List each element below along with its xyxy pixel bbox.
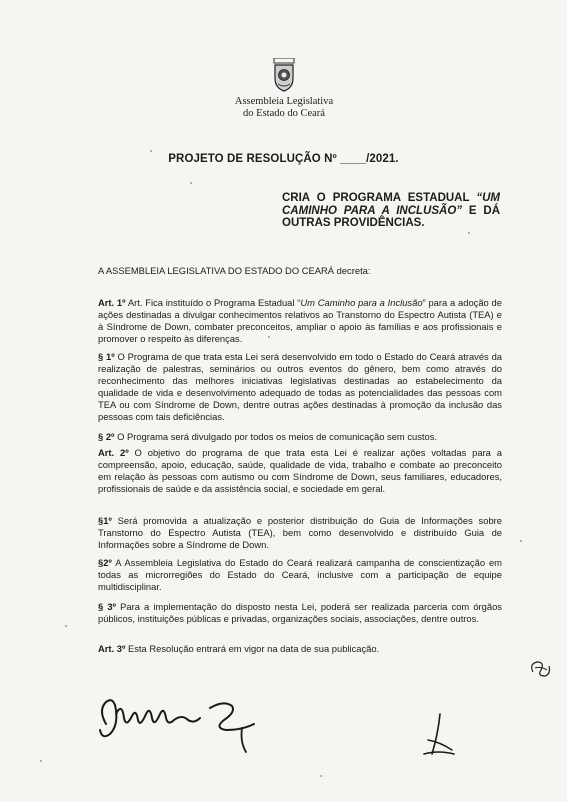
article-3 [98, 643, 502, 655]
article-label: Art. 3º [98, 643, 126, 654]
paragraph-label: §1º [98, 515, 112, 526]
scan-speck [150, 150, 152, 152]
article-2-paragraph-3 [98, 601, 502, 625]
article-1 [98, 297, 502, 345]
program-name-quoted: “UM CAMINHO PARA A INCLUSÃO” [282, 192, 500, 217]
state-coat-of-arms-icon [271, 58, 297, 92]
summary-text-end: E DÁ OUTRAS PROVIDÊNCIAS. [282, 204, 500, 229]
paragraph-text: A Assembleia Legislativa do Estado do Ceará realizará campanha de conscientização em todas as microrregiões do Estado do Ceará, inclusive com a participação de equipe multidisciplinar. [98, 557, 502, 592]
scan-speck [190, 182, 192, 184]
paragraph-label: § 2º [98, 431, 115, 442]
paragraph-text: O Programa de que trata esta Lei será desenvolvido em todo o Estado do Ceará através da realização de palestras, seminários ou outros eventos do gênero, bem como através do reconhecimento das melhores iniciativas legislativas destinadas ao estabelecimento da qualidade de vida e desenvolvimento adequado de todas as potencialidades das pessoas com TEA ou com Síndrome de Down, dentre outras ações destinadas à promoção da inclusão das pessoas com tais deficiências. [98, 351, 502, 422]
signature-mark [418, 710, 458, 760]
institution-name-line2: do Estado do Ceará [243, 108, 325, 119]
paragraph-label: § 1º [98, 351, 115, 362]
institution-name-line1: Assembleia Legislativa [234, 96, 334, 107]
scan-speck [65, 625, 67, 627]
margin-initials-mark [527, 658, 553, 680]
paragraph-text: Para a implementação do disposto nesta Lei, poderá ser realizada parceria com órgãos públicos, instituições públicas e privadas, organizações sociais, associações, dentre outros. [98, 601, 502, 624]
handwritten-signature [92, 684, 272, 758]
paragraph-text: O Programa será divulgado por todos os meios de comunicação sem custos. [114, 431, 438, 442]
article-text: O objetivo do programa de que trata esta Lei é realizar ações voltadas para a compreensão, apoio, educação, saúde, qualidade de vida, trabalho e combate ao preconceito em relação às pessoas com autismo ou com Síndrome de Down, seus familiares, educadores, profissionais de saúde e da assistência social, e sociedade em geral. [98, 447, 502, 494]
article-2-paragraph-1 [98, 515, 502, 551]
article-text: Esta Resolução entrará em vigor na data de sua publicação. [125, 643, 380, 654]
paragraph-label: § 3º [98, 601, 116, 612]
paragraph-label: §2º [98, 557, 112, 568]
paragraph-text: Será promovida a atualização e posterior distribuição do Guia de Informações sobre Transtorno do Espectro Autista (TEA), bem como desenvolvido e distribuído Guia de Informações sobre a Síndrome de Down. [98, 515, 502, 550]
scan-speck [320, 775, 322, 777]
article-label: Art. 1º [98, 297, 126, 308]
article-text: Art. Fica instituído o Programa Estadual “ [125, 297, 301, 308]
article-2 [98, 447, 502, 495]
enacting-clause: A ASSEMBLEIA LEGISLATIVA DO ESTADO DO CEARÁ decreta: [98, 265, 371, 276]
scan-speck [520, 540, 522, 542]
scan-speck [40, 760, 42, 762]
article-label: Art. 2º [98, 447, 129, 458]
article-2-paragraph-2 [98, 557, 502, 593]
article-text: ” para a adoção de ações destinadas a divulgar conhecimentos relativos ao Transtorno do Espectro Autista (TEA) e à Síndrome de Down, combater preconceitos, ampliar o apoio às famílias e aos profissionais e promover o respeito às diferenças. [98, 297, 502, 344]
article-1-paragraph-2 [98, 431, 502, 443]
scan-speck [468, 232, 470, 234]
summary-text: CRIA O PROGRAMA ESTADUAL [282, 192, 477, 204]
article-1-paragraph-1 [98, 351, 502, 423]
document-summary [282, 192, 500, 230]
program-name: Um Caminho para a Inclusão [300, 297, 423, 308]
document-title: PROJETO DE RESOLUÇÃO Nº ____/2021. [168, 153, 399, 165]
